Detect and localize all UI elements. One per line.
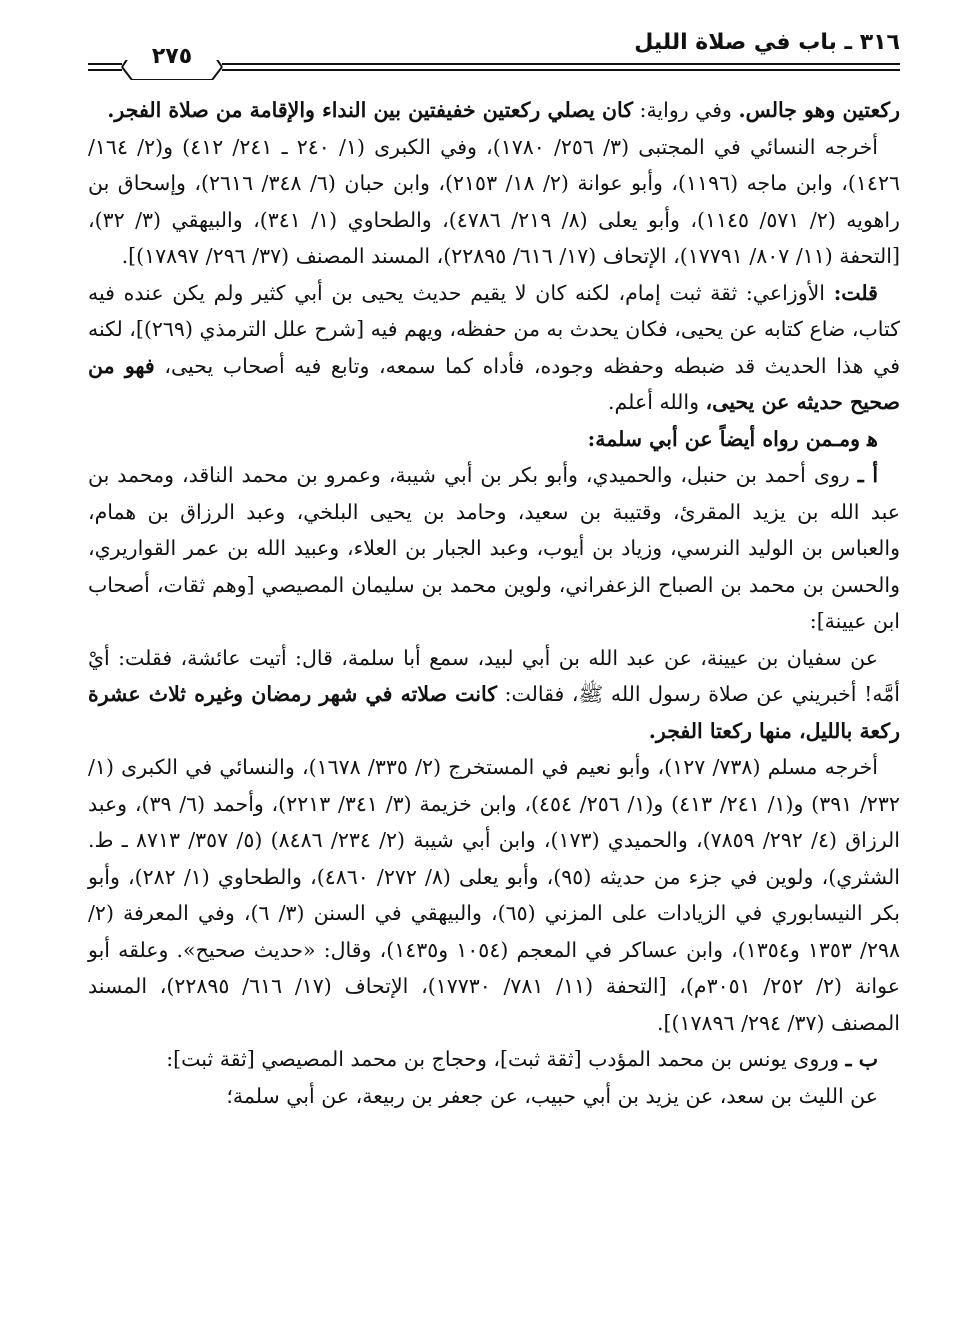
paragraph-2: أخرجه النسائي في المجتبى (٣/ ٢٥٦/ ١٧٨٠)، وفي الكبرى (١/ ٢٤٠ ـ ٢٤١/ ٤١٢) و(٢/ ١٦٤/ ١٤٢٦)، وابن ماجه (١١٩٦)، وأبو عوانة (٢/ ١٨/ ٢١٥٣)، وابن حبان (٦/ ٣٤٨/ ٢٦١٦)، وإسحاق بن راهويه (٢/ ٥٧١/ ١١٤٥)، وأبو يعلى (٨/ ٢١٩/ ٤٧٨٦)، والطحاوي (١/ ٣٤١)، والبيهقي (٣/ ٣٢)، [التحفة (١١/ ٨٠٧/ ١٧٧٩١)، الإتحاف (١٧/ ٦١٦/ ٢٢٨٩٥)، المسند المصنف (٣٧/ ٢٩٦/ ١٧٨٩٧)]. — [88, 134, 900, 268]
paragraph-5 — [88, 457, 900, 640]
body-text: وروى يونس بن محمد المؤدب [ثقة ثبت]، وحجاج بن محمد المصيصي [ثقة ثبت]: — [166, 1047, 846, 1071]
paragraph-6 — [88, 640, 900, 750]
bold-text: ب ـ — [845, 1047, 878, 1071]
page-header — [88, 22, 900, 86]
page-body — [88, 92, 900, 1114]
bold-text: فهو من صحيح حديثه عن يحيى، — [88, 353, 900, 414]
body-text: وفي رواية: — [633, 98, 739, 122]
paragraph-1 — [88, 92, 900, 129]
body-text: والله أعلم. — [608, 390, 706, 414]
paragraph-9: عن الليث بن سعد، عن يزيد بن أبي حبيب، عن جعفر بن ربيعة، عن أبي سلمة؛ — [226, 1083, 878, 1108]
page-number: ٢٧٥ — [151, 44, 193, 69]
body-text: عن سفيان بن عيينة، عن عبد الله بن أبي لبيد، سمع أبا سلمة، قال: أتيت عائشة، فقلت: أيْ أمَّه! أخبريني عن صلاة رسول الله ﷺ، فقالت: — [88, 645, 900, 706]
paragraph-8 — [88, 1041, 900, 1078]
bold-text: أ ـ — [857, 463, 879, 487]
paragraph-7: أخرجه مسلم (٧٣٨/ ١٢٧)، وأبو نعيم في المستخرج (٢/ ٣٣٥/ ١٦٧٨)، والنسائي في الكبرى (١/ ٢٣٢/ ٣٩١) و(١/ ٢٤١/ ٤١٣) و(١/ ٢٥٦/ ٤٥٤)، وابن خزيمة (٣/ ٣٤١/ ٢٢١٣)، وأحمد (٦/ ٣٩)، وعبد الرزاق (٤/ ٢٩٢/ ٧٨٥٩)، والحميدي (١٧٣)، وابن أبي شيبة (٢/ ٢٣٤/ ٨٤٨٦) (٥/ ٣٥٧/ ٨٧١٣ ـ ط. الشثري)، ولوين في جزء من حديثه (٩٥)، وأبو يعلى (٨/ ٢٧٢/ ٤٨٦٠)، والطحاوي (١/ ٢٨٢)، وأبو بكر النيسابوري في الزيادات على المزني (٦٥)، والبيهقي في السنن (٣/ ٦)، وفي المعرفة (٢/ ٢٩٨/ ١٣٥٣ و١٣٥٤)، وابن عساكر في المعجم (١٠٥٤ و١٤٣٥)، وقال: «حديث صحيح». وعلقه أبو عوانة (٢/ ٢٥٢/ ٣٠٥١م)، [التحفة (١١/ ٧٨١/ ١٧٧٣٠)، الإتحاف (١٧/ ٦١٦/ ٢٢٨٩٥)، المسند المصنف (٣٧/ ٢٩٤/ ١٧٨٩٦)]. — [88, 755, 900, 1035]
body-text: الأوزاعي: ثقة ثبت إمام، لكنه كان لا يقيم حديث يحيى بن أبي كثير ولم يكن عنده فيه كتاب، ضاع كتابه عن يحيى، فكان يحدث به من حفظه، ويهم فيه [شرح علل الترمذي (٢٦٩)]، لكنه في هذا الحديث قد ضبطه وحفظه وجوده، فأداه كما سمعه، وتابع فيه أصحاب يحيى، — [88, 280, 901, 378]
bold-text: ركعتين وهو جالس. — [738, 98, 900, 122]
bold-text: كانت صلاته في شهر رمضان وغيره ثلاث عشرة ركعة بالليل، منها ركعتا الفجر. — [88, 682, 900, 743]
header-rule — [88, 44, 900, 80]
section-heading: ﻫ ومـمن رواه أيضاً عن أبي سلمة: — [587, 426, 878, 451]
body-text: روى أحمد بن حنبل، والحميدي، وأبو بكر بن أبي شيبة، وعمرو بن محمد الناقد، ومحمد بن عبد الله بن يزيد المقرئ، وقتيبة بن سعيد، وحامد بن يحيى البلخي، وعبد الرزاق بن همام، والعباس بن الوليد النرسي، وزياد بن أيوب، وعبد الجبار بن العلاء، وعبيد الله بن عمر القواريري، والحسن بن محمد بن الصباح الزعفراني، ولوين محمد بن سليمان المصيصي [وهم ثقات، أصحاب ابن عيينة]: — [88, 463, 900, 633]
chapter-title: ٣١٦ ـ باب في صلاة الليل — [634, 30, 900, 55]
paragraph-3 — [88, 275, 900, 421]
bold-text: كان يصلي ركعتين خفيفتين بين النداء والإقامة من صلاة الفجر. — [107, 98, 634, 122]
bold-text: قلت: — [833, 280, 878, 305]
